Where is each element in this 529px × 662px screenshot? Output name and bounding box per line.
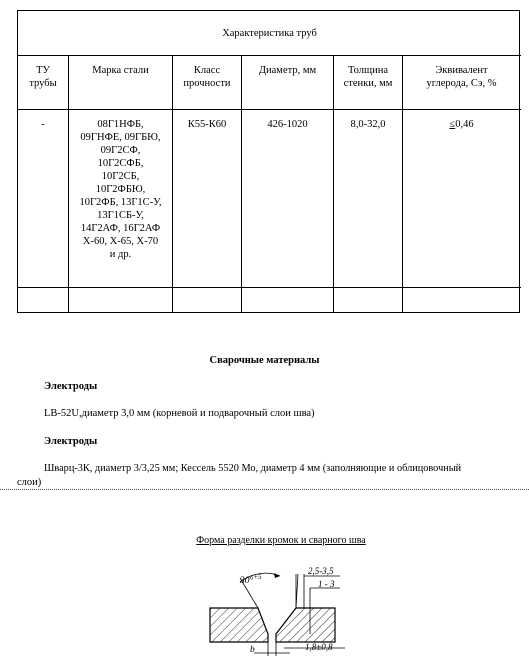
cell-steel-grades: 08Г1НФБ, 09ГНФЕ, 09ГБЮ, 09Г2СФ, 10Г2СФБ, 10Г2СБ, 10Г2ФБЮ, 10Г2ФБ, 13Г1С-У, 13Г1СБ-У, 14Г2АФ, 16Г2АФ Х-60, Х-65, Х-70 и др. <box>79 119 162 260</box>
dim-top-label: 2,5-3,5 <box>308 566 334 576</box>
electrodes-heading-1: Электроды <box>44 381 98 392</box>
right-plate <box>276 608 335 642</box>
header-diameter: Диаметр, мм <box>258 65 317 76</box>
cell-carbon-equivalent: ≤0,46 <box>449 119 474 130</box>
electrodes-text-2-line-2: слои) <box>17 477 42 488</box>
figure-caption: Форма разделки кромок и сварного шва <box>196 535 366 546</box>
dim-bottom-label: 1,8±0,8 <box>305 642 333 652</box>
dim-mid-label: 1 - 3 <box>318 579 335 589</box>
cell-diameter: 426-1020 <box>267 119 308 130</box>
left-plate <box>210 608 268 642</box>
header-carbon-equivalent: Эквивалент углерода, Сэ, % <box>426 65 497 89</box>
cell-tu: - <box>41 119 45 130</box>
cell-wall-thickness: 8,0-32,0 <box>350 119 386 130</box>
page-break-line <box>0 489 529 490</box>
pipe-characteristics-table <box>17 10 520 313</box>
electrodes-text-1: LB-52U,диаметр 3,0 мм (корневой и подварочный слои шва) <box>44 408 315 419</box>
table-title: Характеристика труб <box>222 28 317 39</box>
electrodes-heading-2: Электроды <box>44 436 98 447</box>
cell-strength-class: К55-К60 <box>187 119 227 130</box>
welding-materials-heading: Сварочные материалы <box>209 355 320 366</box>
dim-b-label: b <box>250 645 255 655</box>
header-strength-class: Класс прочности <box>183 65 231 89</box>
header-tu: ТУ трубы <box>29 65 57 89</box>
electrodes-text-2-line-1: Шварц-3К, диаметр 3/3,25 мм; Кессель 5520 Мо, диаметр 4 мм (заполняющие и облицовочный <box>44 463 462 474</box>
header-wall-thickness: Толщина стенки, мм <box>343 65 393 89</box>
angle-label: 30°$^{+5}$ <box>240 573 262 587</box>
header-steel-grade: Марка стали <box>92 65 149 76</box>
